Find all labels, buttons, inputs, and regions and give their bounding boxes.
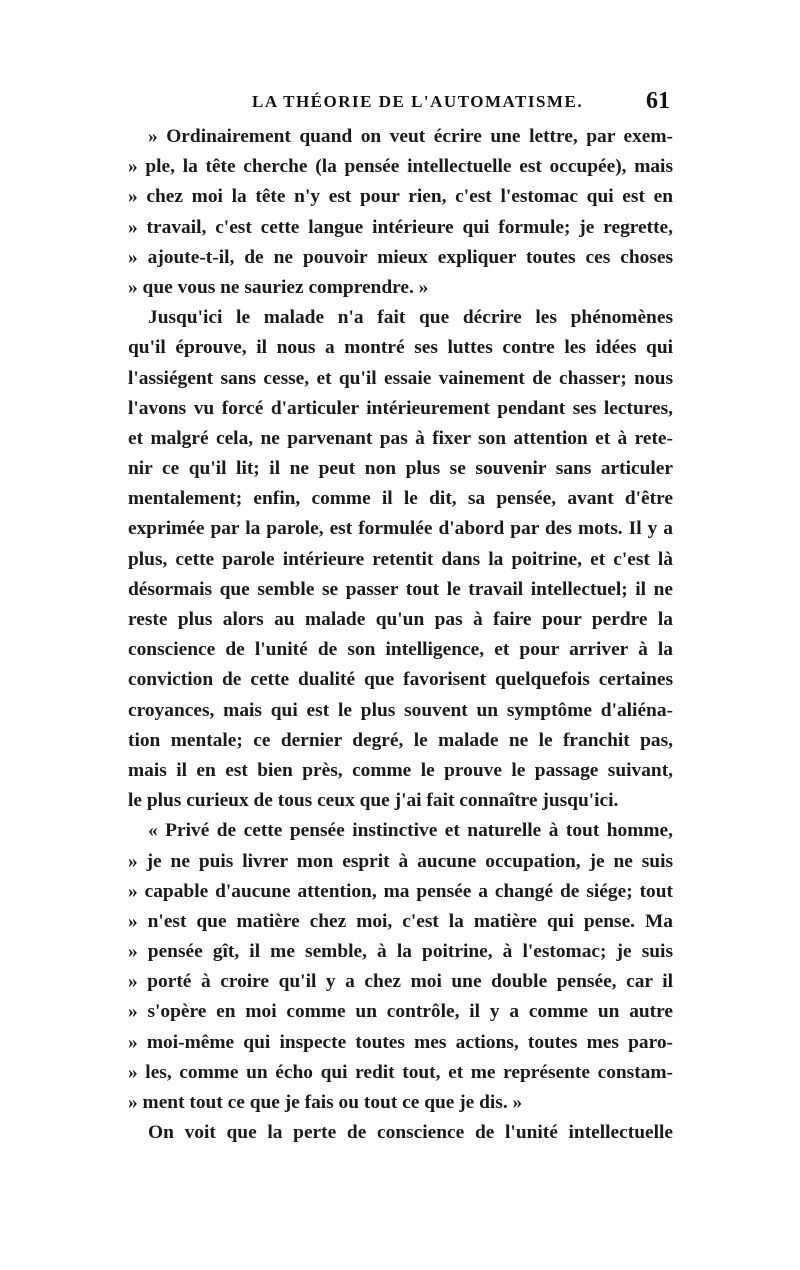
text-line: » je ne puis livrer mon esprit à aucune occupation, je ne suis [128,850,673,872]
text-line: désormais que semble se passer tout le travail intellectuel; il ne [128,578,673,600]
text-line: » moi-même qui inspecte toutes mes actions, toutes mes paro- [128,1031,673,1053]
text-line: reste plus alors au malade qu'un pas à faire pour perdre la [128,609,673,630]
text-line: l'assiégent sans cesse, et qu'il essaie vainement de chasser; nous [128,367,673,389]
text-line: tion mentale; ce dernier degré, le malade ne le franchit pas, [128,729,673,751]
text-line: plus, cette parole intérieure retentit dans la poitrine, et c'est là [128,548,673,570]
text-line: et malgré cela, ne parvenant pas à fixer son attention et à rete- [128,427,673,449]
text-line: » capable d'aucune attention, ma pensée a changé de siége; tout [128,880,673,902]
text-line: » porté à croire qu'il y a chez moi une double pensée, car il [128,971,673,993]
text-line: l'avons vu forcé d'articuler intérieurement pendant ses lectures, [128,397,673,419]
text-line: le plus curieux de tous ceux que j'ai fait connaître jusqu'ici. [128,790,619,812]
text-line: » que vous ne sauriez comprendre. » [128,276,429,298]
text-line: » pensée gît, il me semble, à la poitrine, à l'estomac; je suis [128,941,673,963]
text-line: » ment tout ce que je fais ou tout ce que je dis. » [128,1092,523,1113]
page-number: 61 [646,88,670,114]
text-line: « Privé de cette pensée instinctive et naturelle à tout homme, [148,820,673,842]
text-line: mentalement; enfin, comme il le dit, sa pensée, avant d'être [128,488,673,510]
text-line: mais il en est bien près, comme le prouve le passage suivant, [128,759,673,781]
text-line: » ple, la tête cherche (la pensée intellectuelle est occupée), mais [128,156,673,178]
text-line: qu'il éprouve, il nous a montré ses luttes contre les idées qui [128,337,673,359]
text-line: On voit que la perte de conscience de l'unité intellectuelle [148,1122,673,1144]
text-line: conscience de l'unité de son intelligence, et pour arriver à la [128,639,673,661]
text-line: croyances, mais qui est le plus souvent un symptôme d'aliéna- [128,699,673,721]
text-line: » travail, c'est cette langue intérieure qui formule; je regrette, [128,216,673,238]
text-line: » Ordinairement quand on veut écrire une lettre, par exem- [148,126,673,147]
text-line: Jusqu'ici le malade n'a fait que décrire les phénomènes [148,307,673,329]
text-line: conviction de cette dualité que favorisent quelquefois certaines [128,669,673,691]
text-line: exprimée par la parole, est formulée d'abord par des mots. Il y a [128,518,673,540]
text-line: nir ce qu'il lit; il ne peut non plus se souvenir sans articuler [128,458,673,480]
text-line: » les, comme un écho qui redit tout, et me représente constam- [128,1061,673,1083]
running-header [130,88,670,122]
running-title: LA THÉORIE DE L'AUTOMATISME. [252,92,584,111]
text-line: » n'est que matière chez moi, c'est la matière qui pense. Ma [128,910,673,932]
text-line: » s'opère en moi comme un contrôle, il y a comme un autre [128,1001,673,1023]
body-text [128,122,673,1148]
text-line: » ajoute-t-il, de ne pouvoir mieux expliquer toutes ces choses [128,246,673,268]
text-line: » chez moi la tête n'y est pour rien, c'est l'estomac qui est en [128,186,673,208]
